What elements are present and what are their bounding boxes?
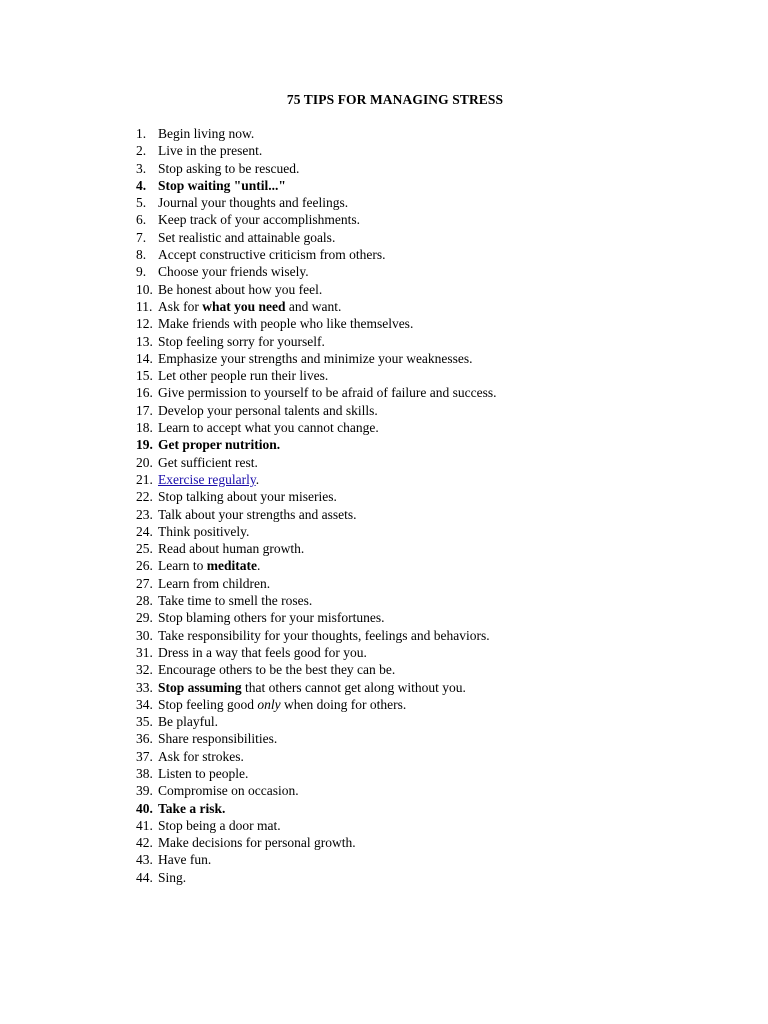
list-item-number: 19. <box>136 437 153 453</box>
list-item <box>136 869 497 886</box>
list-item-number: 3. <box>136 160 147 176</box>
list-item-text <box>158 333 325 350</box>
list-item-text-segment: Stop being a door mat. <box>158 817 281 833</box>
list-item-number: 31. <box>136 644 153 660</box>
list-item-number: 21. <box>136 471 153 487</box>
list-item <box>136 229 497 246</box>
list-item-number: 13. <box>136 333 153 349</box>
list-item <box>136 817 497 834</box>
list-item-number: 44. <box>136 869 153 885</box>
list-item <box>136 384 497 401</box>
list-item <box>136 679 497 696</box>
list-item <box>136 800 497 817</box>
list-item-text <box>158 713 218 730</box>
list-item <box>136 540 497 557</box>
list-item-text <box>158 782 299 799</box>
list-item-text <box>158 384 497 401</box>
list-item-text <box>158 609 384 626</box>
list-item <box>136 315 497 332</box>
list-item-text-segment: Accept constructive criticism from others. <box>158 247 386 263</box>
exercise-link[interactable]: Exercise regularly <box>158 471 256 487</box>
list-item-number: 39. <box>136 783 153 799</box>
list-item-text-segment: Share responsibilities. <box>158 731 278 747</box>
list-item-number: 41. <box>136 817 153 833</box>
list-item <box>136 851 497 868</box>
list-item-number: 20. <box>136 454 153 470</box>
list-item-text <box>158 679 466 696</box>
list-item-number: 28. <box>136 593 153 609</box>
list-item-text <box>158 851 211 868</box>
list-item <box>136 402 497 419</box>
list-item-number: 26. <box>136 558 153 574</box>
list-item-text <box>158 281 322 298</box>
list-item <box>136 834 497 851</box>
list-item <box>136 298 497 315</box>
list-item-number: 12. <box>136 316 153 332</box>
list-item-text-segment: Choose your friends wisely. <box>158 264 309 280</box>
list-item-number: 18. <box>136 420 153 436</box>
list-item-number: 2. <box>136 143 147 159</box>
list-item-number: 27. <box>136 575 153 591</box>
list-item <box>136 506 497 523</box>
list-item <box>136 367 497 384</box>
list-item-text-segment: Be honest about how you feel. <box>158 281 323 297</box>
list-item <box>136 575 497 592</box>
list-item-number: 34. <box>136 696 153 712</box>
emphasis-text: meditate <box>206 558 257 574</box>
list-item-text <box>158 315 413 332</box>
list-item-text <box>158 471 259 488</box>
list-item-text-segment: Learn to accept what you cannot change. <box>158 420 379 436</box>
emphasis-text: Stop assuming <box>158 679 242 695</box>
list-item-text <box>158 177 286 194</box>
list-item <box>136 211 497 228</box>
list-item-text-segment: Make friends with people who like themselves. <box>158 316 414 332</box>
list-item-text-segment: Take time to smell the roses. <box>158 593 313 609</box>
list-item-text-segment: Have fun. <box>158 852 212 868</box>
list-item-text-segment: Emphasize your strengths and minimize your weaknesses. <box>158 350 473 366</box>
list-item <box>136 333 497 350</box>
list-item-number: 14. <box>136 350 153 366</box>
list-item <box>136 523 497 540</box>
list-item-text-segment: Stop feeling good <box>158 696 258 712</box>
list-item-text <box>158 540 304 557</box>
list-item-text-segment: Compromise on occasion. <box>158 783 299 799</box>
list-item-text-segment: Set realistic and attainable goals. <box>158 229 336 245</box>
list-item <box>136 281 497 298</box>
list-item-text <box>158 523 249 540</box>
list-item-text <box>158 454 258 471</box>
list-item-text-segment: Read about human growth. <box>158 541 305 557</box>
list-item-text <box>158 627 490 644</box>
list-item <box>136 177 497 194</box>
list-item <box>136 730 497 747</box>
list-item <box>136 661 497 678</box>
tips-list <box>136 125 497 886</box>
list-item-number: 38. <box>136 765 153 781</box>
list-item-text-segment: Develop your personal talents and skills. <box>158 402 378 418</box>
list-item-text-segment: Talk about your strengths and assets. <box>158 506 357 522</box>
list-item <box>136 350 497 367</box>
list-item-text <box>158 748 244 765</box>
list-item-text-segment: Journal your thoughts and feelings. <box>158 195 349 211</box>
list-item-text <box>158 125 254 142</box>
list-item-number: 10. <box>136 281 153 297</box>
list-item <box>136 246 497 263</box>
list-item <box>136 194 497 211</box>
list-item-text-segment: Get proper nutrition. <box>158 437 281 453</box>
list-item-number: 36. <box>136 731 153 747</box>
list-item-number: 6. <box>136 212 147 228</box>
list-item-text <box>158 298 341 315</box>
list-item-text-segment: Stop asking to be rescued. <box>158 160 300 176</box>
list-item-number: 16. <box>136 385 153 401</box>
list-item-text <box>158 575 270 592</box>
list-item-text <box>158 194 348 211</box>
list-item-text-segment: Stop feeling sorry for yourself. <box>158 333 325 349</box>
list-item-text <box>158 592 312 609</box>
list-item <box>136 713 497 730</box>
list-item-text <box>158 506 357 523</box>
list-item-text <box>158 160 299 177</box>
list-item-number: 23. <box>136 506 153 522</box>
list-item-text-segment: Begin living now. <box>158 126 255 141</box>
list-item-number: 11. <box>136 298 153 314</box>
list-item-text-segment: that others cannot get along without you. <box>241 679 466 695</box>
list-item-number: 33. <box>136 679 153 695</box>
list-item-text <box>158 817 281 834</box>
list-item <box>136 419 497 436</box>
list-item-number: 4. <box>136 177 147 193</box>
list-item-text-segment: Dress in a way that feels good for you. <box>158 644 367 660</box>
list-item-number: 9. <box>136 264 147 280</box>
list-item <box>136 125 497 142</box>
list-item <box>136 488 497 505</box>
list-item-number: 5. <box>136 195 147 211</box>
list-item-number: 40. <box>136 800 153 816</box>
italic-text: only <box>257 696 281 712</box>
list-item-number: 8. <box>136 247 147 263</box>
list-item-text-segment: Keep track of your accomplishments. <box>158 212 361 228</box>
list-item <box>136 782 497 799</box>
list-item-text-segment: Sing. <box>158 869 187 885</box>
list-item <box>136 765 497 782</box>
list-item <box>136 471 497 488</box>
list-item-text <box>158 488 337 505</box>
list-item-number: 43. <box>136 852 153 868</box>
list-item <box>136 454 497 471</box>
list-item-text <box>158 402 378 419</box>
list-item-number: 17. <box>136 402 153 418</box>
list-item-number: 7. <box>136 229 147 245</box>
list-item <box>136 609 497 626</box>
list-item-text-segment: Learn to <box>158 558 207 574</box>
list-item-text <box>158 765 248 782</box>
list-item-text <box>158 350 473 367</box>
list-item-text-segment: Listen to people. <box>158 765 249 781</box>
list-item <box>136 592 497 609</box>
list-item-number: 24. <box>136 523 153 539</box>
list-item-text <box>158 834 356 851</box>
list-item-text-segment: Ask for <box>158 298 203 314</box>
list-item-number: 32. <box>136 662 153 678</box>
list-item-number: 22. <box>136 489 153 505</box>
list-item-text <box>158 436 280 453</box>
list-item-text-segment: Think positively. <box>158 523 250 539</box>
list-item-text-segment: Live in the present. <box>158 143 263 159</box>
list-item-text <box>158 644 367 661</box>
list-item-text-segment: Stop waiting "until..." <box>158 177 286 193</box>
list-item-text <box>158 419 379 436</box>
page-title: 75 TIPS FOR MANAGING STRESS <box>286 92 504 107</box>
list-item-text-segment: Encourage others to be the best they can be. <box>158 662 396 678</box>
list-item-text-segment: Let other people run their lives. <box>158 368 329 384</box>
list-item-number: 30. <box>136 627 153 643</box>
list-item-text-segment: Be playful. <box>158 714 218 730</box>
list-item-text-segment: Stop blaming others for your misfortunes. <box>158 610 385 626</box>
list-item-text-segment: . <box>255 471 260 487</box>
list-item-text <box>158 246 386 263</box>
list-item-text-segment: Get sufficient rest. <box>158 454 258 470</box>
list-item <box>136 627 497 644</box>
list-item-number: 15. <box>136 368 153 384</box>
list-item-text-segment: Give permission to yourself to be afraid of failure and success. <box>158 385 497 401</box>
list-item-text <box>158 263 309 280</box>
list-item <box>136 696 497 713</box>
list-item-text <box>158 557 260 574</box>
list-item-number: 25. <box>136 541 153 557</box>
list-item-number: 1. <box>136 126 147 141</box>
list-item-text <box>158 367 328 384</box>
list-item <box>136 436 497 453</box>
list-item-text <box>158 211 360 228</box>
list-item-text-segment: Learn from children. <box>158 575 271 591</box>
list-item-text-segment: and want. <box>285 298 342 314</box>
list-item-number: 29. <box>136 610 153 626</box>
list-item <box>136 263 497 280</box>
list-item <box>136 142 497 159</box>
list-item-text-segment: . <box>256 558 261 574</box>
list-item-number: 35. <box>136 714 153 730</box>
list-item-text <box>158 730 277 747</box>
list-item-text-segment: Take a risk. <box>158 800 226 816</box>
list-item-text <box>158 661 395 678</box>
list-item-text-segment: Make decisions for personal growth. <box>158 835 356 851</box>
list-item-number: 42. <box>136 835 153 851</box>
list-item-text <box>158 869 186 886</box>
list-item <box>136 160 497 177</box>
list-item <box>136 748 497 765</box>
list-item-text <box>158 696 406 713</box>
list-item-text-segment: Stop talking about your miseries. <box>158 489 337 505</box>
list-item <box>136 557 497 574</box>
list-item-text <box>158 142 262 159</box>
list-item-text <box>158 800 225 817</box>
emphasis-text: what you need <box>202 298 286 314</box>
list-item-text <box>158 229 335 246</box>
list-item-text-segment: Take responsibility for your thoughts, feelings and behaviors. <box>158 627 490 643</box>
list-item-text-segment: Ask for strokes. <box>158 748 244 764</box>
list-item-number: 37. <box>136 748 153 764</box>
list-item <box>136 644 497 661</box>
list-item-text-segment: when doing for others. <box>280 696 407 712</box>
